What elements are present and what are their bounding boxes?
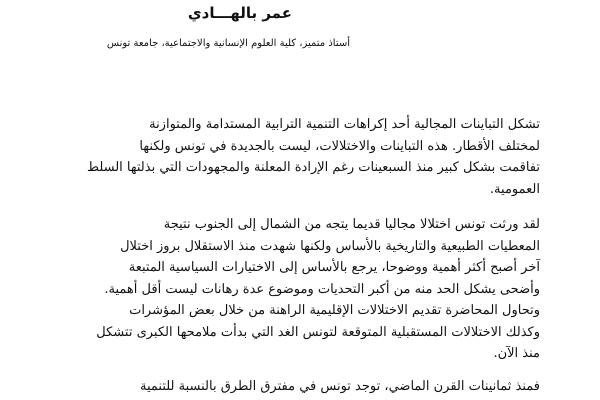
paragraph-1 [60,114,540,200]
author-name: عمر بالهـــادي [187,4,292,22]
author-affiliation: أستاذ متميز، كلية العلوم الإنسانية والاجتماعية، جامعة تونس [106,38,350,49]
paragraph-line: فمنذ ثمانينات القرن الماضي، توجد تونس في مفترق الطرق بالنسبة للتنمية [139,379,540,394]
paragraph-line: العمومية. [489,181,540,197]
paragraph-line: وتحاول المحاضرة تقديم الاختلالات الإقليمية الراهنة من خلال بعض المؤشرات [129,303,540,318]
paragraph-line: منذ الآن. [493,346,540,361]
paragraph-3 [60,376,540,398]
paragraph-line: آخر أصبح أكثر أهمية ووضوحا، يرجع بالأساس إلى الاختيارات السياسية المتبعة [128,260,540,275]
paragraph-line: لمختلف الأقطار. هذه التباينات والاختلالات، ليست بالجديدة في تونس ولكنها [139,138,540,154]
paragraph-line: وأضحى يشكل الحد منه من أكبر التحديات وموضوع عدة رهانات ليست أقل أهمية. [104,281,540,297]
paragraph-line: المعطيات الطبيعية والتاريخية بالأساس ولكنها شهدت منذ الاستقلال بروز اختلال [120,238,540,254]
paragraph-line: وكذلك الاختلالات المستقبلية المتوقعة لتونس الغد التي بدأت ملامحها الكبرى تتشكل [96,324,540,340]
paragraph-line: تشكل التباينات المجالية أحد إكراهات التنمية الترابية المستدامة والمتوازنة [149,117,540,132]
paragraph-2 [60,214,540,365]
paragraph-line: تفاقمت بشكل كبير منذ السبعينات رغم الإرادة المعلنة والمجهودات التي بذلتها السلط [86,160,540,175]
paragraph-line: لقد ورثت تونس اختلالا مجاليا قديما يتجه من الشمال إلى الجنوب نتيجة [163,217,540,232]
